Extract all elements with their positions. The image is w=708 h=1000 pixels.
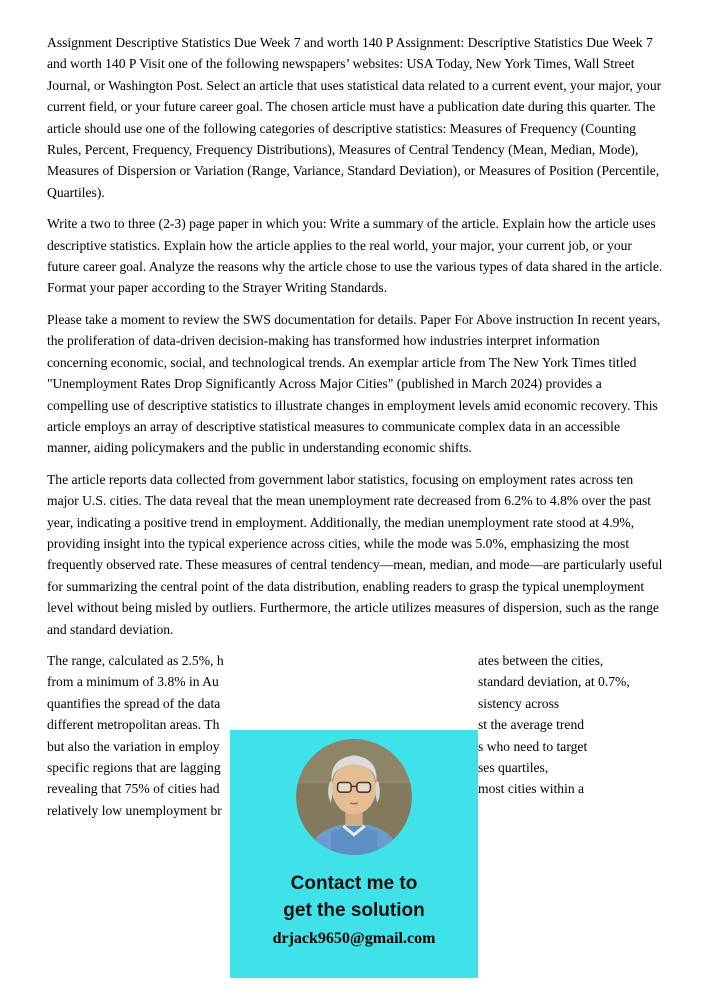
paragraph-assignment-brief: Assignment Descriptive Statistics Due Week 7 and worth 140 P Assignment: Descriptive Statistics Due Week 7 and worth 140 P Visit one of the following newspapers’ websites: USA Today, New York Times, Wall Street Journal, or Washington Post. Select an article that uses statistical data related to a current event, your major, your current field, or your future career goal. The chosen article must have a publication date during this quarter. The article should use one of the following categories of descriptive statistics: Measures of Frequency (Counting Rules, Percent, Frequency, Frequency Distributions), Measures of Central Tendency (Mean, Median, Mode), Measures of Dispersion or Variation (Range, Variance, Standard Deviation), or Measures of Position (Percentile, Quartiles).: [47, 35, 662, 200]
text-line: [47, 650, 663, 671]
text-fragment: st the average trend: [478, 717, 585, 733]
paragraph-central-tendency: The article reports data collected from government labor statistics, focusing on employment rates across ten major U.S. cities. The data reveal that the mean unemployment rate decreased from 6.2% to 4.8% over the past year, indicating a positive trend in employment. Additionally, the median unemployment rate stood at 4.9%, providing insight into the typical experience across cities, while the mode was 5.0%, emphasizing the most frequently observed rate. These measures of central tendency—mean, median, and mode—are particularly useful for summarizing the central point of the data distribution, enabling readers to grasp the typical unemployment level without being misled by outliers. Furthermore, the article utilizes measures of dispersion, such as the range and standard deviation.: [47, 471, 663, 637]
text-fragment: relatively low unemployment br: [47, 802, 222, 818]
contact-heading-line2: get the solution: [283, 900, 425, 921]
tutor-photo: [296, 739, 412, 855]
contact-heading: [230, 870, 478, 924]
text-fragment: ses quartiles,: [478, 759, 549, 775]
text-line: [47, 671, 663, 692]
tutor-portrait-graphic: [296, 739, 412, 855]
text-fragment: quantifies the spread of the data: [47, 695, 221, 711]
contact-heading-line1: Contact me to: [290, 873, 418, 894]
text-fragment: The range, calculated as 2.5%, h: [47, 652, 224, 668]
contact-email: drjack9650@gmail.com: [272, 930, 436, 947]
paragraph-paper-instructions: Write a two to three (2-3) page paper in which you: Write a summary of the article. Explain how the article uses descriptive statistics. Explain how the article applies to the real world, your major, your current job, or your future career goal. Analyze the reasons why the article chose to use the various types of data shared in the article. Format your paper according to the Strayer Writing Standards.: [47, 216, 663, 296]
paragraph-article-overview: Please take a moment to review the SWS documentation for details. Paper For Above instruction In recent years, the proliferation of data-driven decision-making has transformed how industries interpret information concerning economic, social, and technological trends. An exemplar article from The New York Times titled "Unemployment Rates Drop Significantly Across Major Cities" (published in March 2024) provides a compelling use of descriptive statistics to illustrate changes in employment levels amid economic recovery. This article employs an array of descriptive statistical measures to communicate complex data in an accessible manner, aiding policymakers and the public in understanding economic shifts.: [47, 311, 661, 456]
text-fragment: different metropolitan areas. Th: [47, 717, 220, 733]
text-fragment: ates between the cities,: [478, 652, 604, 668]
text-fragment: revealing that 75% of cities had: [47, 781, 220, 797]
text-fragment: specific regions that are lagging: [47, 759, 221, 775]
contact-overlay: [230, 730, 478, 978]
text-fragment: standard deviation, at 0.7%,: [478, 674, 630, 690]
document-body: [47, 32, 663, 821]
text-fragment: sistency across: [478, 695, 560, 711]
text-fragment: but also the variation in employ: [47, 738, 220, 754]
text-fragment: from a minimum of 3.8% in Au: [47, 674, 219, 690]
text-line: [47, 693, 663, 714]
text-fragment: s who need to target: [478, 738, 588, 754]
text-fragment: most cities within a: [478, 781, 585, 797]
